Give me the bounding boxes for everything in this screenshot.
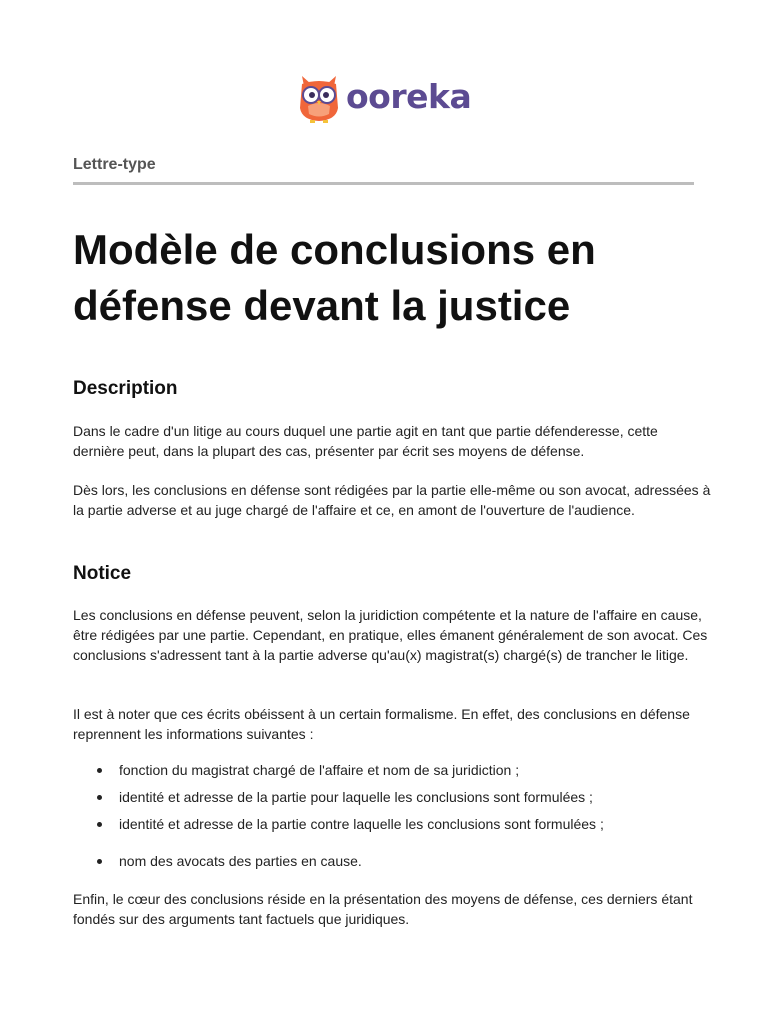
bullet-icon bbox=[97, 859, 102, 864]
section-heading-description: Description bbox=[73, 378, 178, 399]
list-item-text: nom des avocats des parties en cause. bbox=[119, 853, 362, 869]
description-paragraph-2: Dès lors, les conclusions en défense sont rédigées par la partie elle-même ou son avocat, adressées à la partie adverse et au juge chargé de l'affaire et ce, en amont de l'ouverture de l'audience. bbox=[73, 482, 711, 518]
closing-paragraph: Enfin, le cœur des conclusions réside en la présentation des moyens de défense, ces derniers étant fondés sur des arguments tant factuels que juridiques. bbox=[73, 891, 693, 927]
owl-icon bbox=[296, 72, 342, 124]
bullet-icon bbox=[97, 795, 102, 800]
notice-paragraph-1: Les conclusions en défense peuvent, selon la juridiction compétente et la nature de l'affaire en cause, être rédigées par une partie. Cependant, en pratique, elles émanent généralement de son avocat. Ces conclusions s'adressent tant à la partie adverse qu'au(x) magistrat(s) chargé(s) de trancher le litige. bbox=[73, 607, 708, 663]
page-title: Modèle de conclusions en défense devant la justice bbox=[73, 226, 596, 329]
category-label: Lettre-type bbox=[73, 156, 156, 173]
ooreka-logo bbox=[296, 72, 471, 124]
bullet-icon bbox=[97, 768, 102, 773]
notice-paragraph-2: Il est à noter que ces écrits obéissent à un certain formalisme. En effet, des conclusions en défense reprennent les informations suivantes : bbox=[73, 706, 690, 742]
section-heading-notice: Notice bbox=[73, 563, 132, 584]
logo-text: ooreka bbox=[346, 76, 472, 116]
list-item-text: fonction du magistrat chargé de l'affaire et nom de sa juridiction ; bbox=[119, 762, 520, 778]
header-divider bbox=[73, 182, 694, 185]
list-item-text: identité et adresse de la partie contre laquelle les conclusions sont formulées ; bbox=[119, 816, 604, 832]
list-item-text: identité et adresse de la partie pour laquelle les conclusions sont formulées ; bbox=[119, 789, 593, 805]
description-paragraph-1: Dans le cadre d'un litige au cours duquel une partie agit en tant que partie défenderesse, cette dernière peut, dans la plupart des cas, présenter par écrit ses moyens de défense. bbox=[73, 423, 658, 459]
bullet-icon bbox=[97, 822, 102, 827]
